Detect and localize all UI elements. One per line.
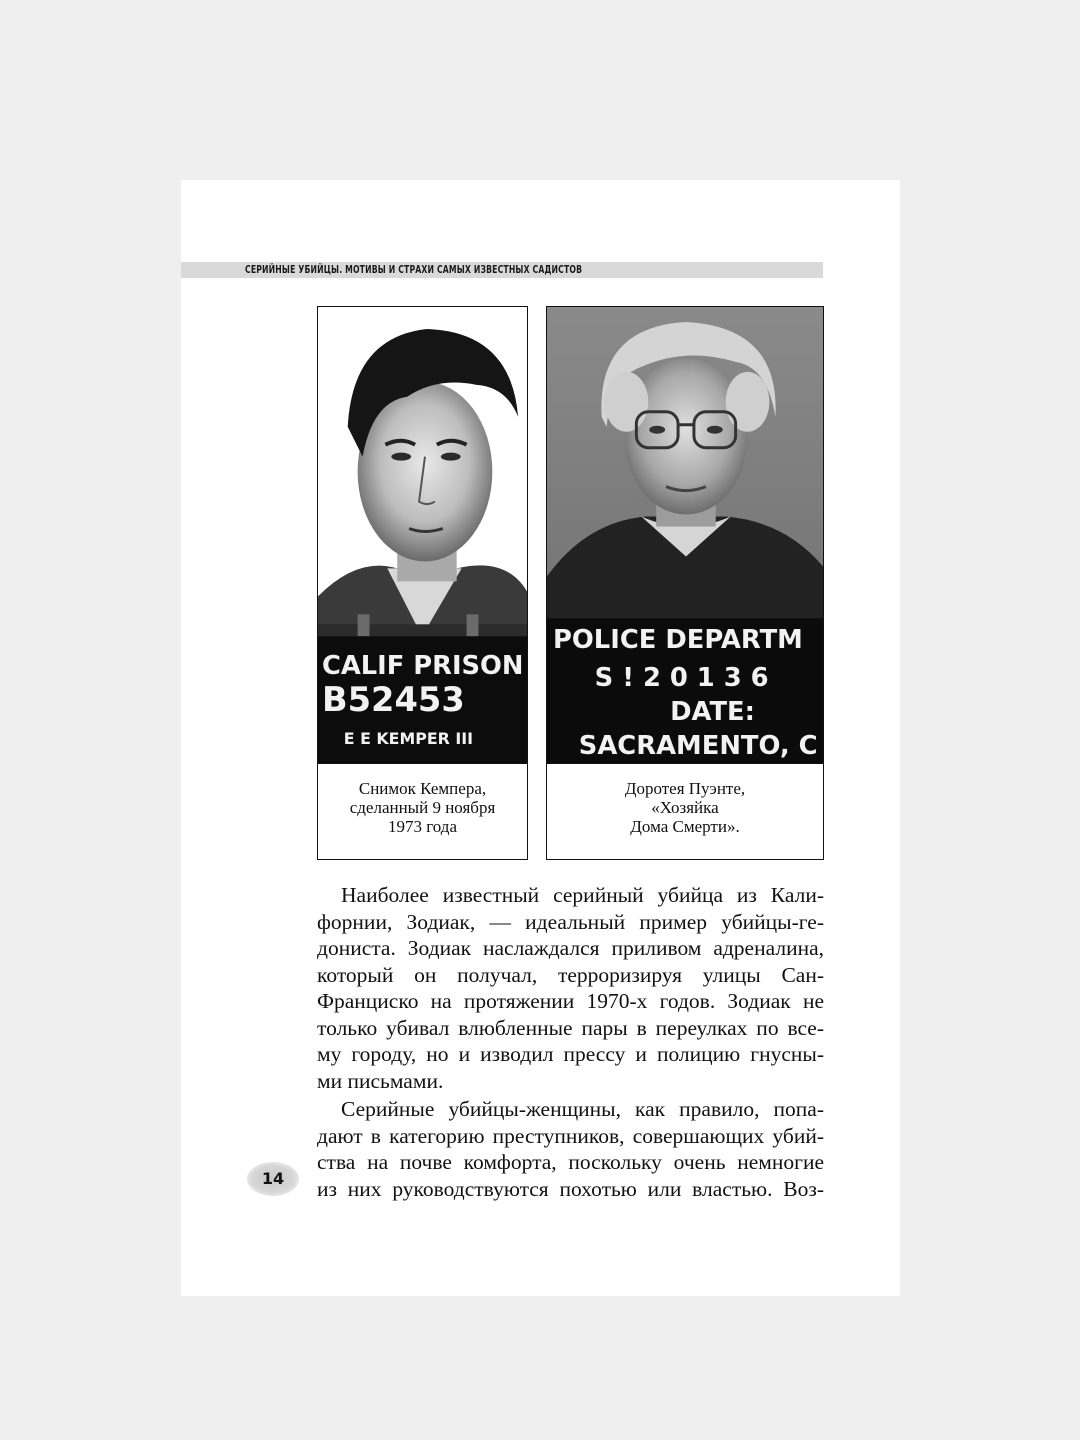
- sign-text-line-2: S ! 2 0 1 3 6: [594, 663, 769, 694]
- sign-text-line-3: DATE:: [670, 697, 756, 728]
- sign-text-line-4: SACRAMENTO, C: [578, 730, 818, 762]
- page-number: 14: [247, 1162, 299, 1196]
- caption-line: Дома Смерти».: [630, 817, 740, 836]
- text-line: Серийные убийцы-женщины, как правило, попа-: [341, 1097, 824, 1121]
- figure-caption-kemper: [318, 779, 527, 836]
- caption-line: «Хозяйка: [651, 798, 719, 817]
- text-line: дают в категорию преступников, совершающих убий-: [317, 1123, 824, 1148]
- text-line: ми письмами.: [317, 1068, 444, 1093]
- paragraph: [317, 1096, 824, 1202]
- text-line: форнии, Зодиак, — идеальный пример убийцы-ге-: [317, 909, 824, 934]
- paragraph: [317, 882, 824, 1094]
- body-text: [317, 882, 824, 1202]
- sign-text-line-3: E E KEMPER III: [343, 728, 474, 749]
- sign-text-line-1: CALIF PRISON: [321, 651, 524, 682]
- caption-line: сделанный 9 ноября: [349, 798, 496, 817]
- text-line: из них руководствуются похотью или властью. Воз-: [317, 1176, 824, 1201]
- caption-line: 1973 года: [387, 817, 457, 836]
- sign-text-line-2: B52453: [321, 680, 465, 720]
- text-line: который он получал, терроризируя улицы Сан-: [317, 962, 824, 987]
- text-line: ства на почве комфорта, поскольку очень немногие: [317, 1150, 824, 1174]
- running-head: СЕРИЙНЫЕ УБИЙЦЫ. МОТИВЫ И СТРАХИ САМЫХ ИЗВЕСТНЫХ САДИСТОВ: [245, 263, 583, 276]
- figure-puente: [546, 306, 824, 860]
- photo-kemper-mugshot: [318, 307, 527, 764]
- running-head-bar: [181, 262, 823, 278]
- sign-text-line-1: POLICE DEPARTM: [552, 625, 803, 656]
- caption-line: Снимок Кемпера,: [358, 779, 487, 798]
- text-line: дониста. Зодиак наслаждался приливом адреналина,: [317, 936, 824, 960]
- text-line: Наиболее известный серийный убийца из Кали-: [341, 883, 824, 907]
- text-line: Франциско на протяжении 1970-х годов. Зодиак не: [317, 989, 824, 1013]
- figure-kemper: [317, 306, 528, 860]
- text-line: му городу, но и изводил прессу и полицию гнусны-: [317, 1042, 824, 1066]
- figure-caption-puente: [547, 779, 823, 836]
- mugshot-image: [547, 307, 823, 763]
- mugshot-image: [318, 307, 527, 763]
- photo-puente-mugshot: [547, 307, 823, 764]
- text-line: только убивал влюбленные пары в переулках по все-: [317, 1015, 824, 1040]
- book-page: [181, 180, 900, 1296]
- caption-line: Доротея Пуэнте,: [624, 779, 746, 798]
